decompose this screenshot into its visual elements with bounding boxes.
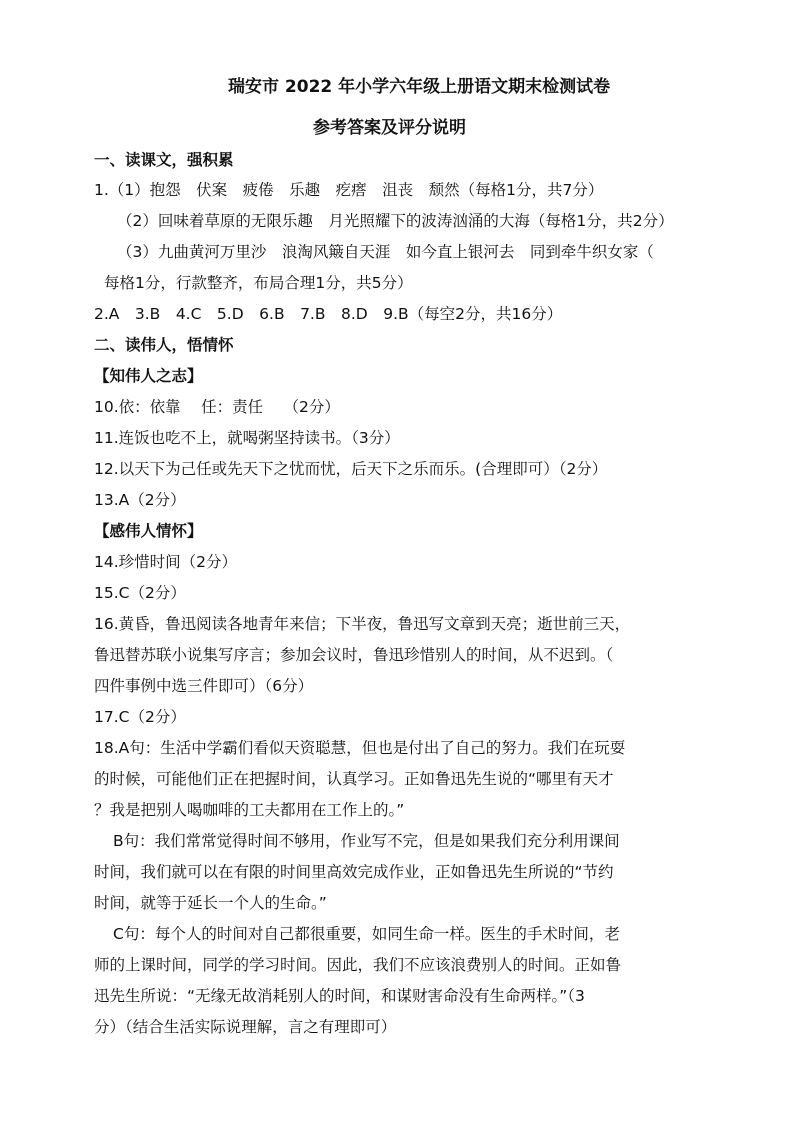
answer-line: 迅先生所说：“无缘无故消耗别人的时间，和谋财害命没有生命两样。”（3 bbox=[94, 987, 585, 1005]
answer-line: 1.（1）抱怨 伏案 疲倦 乐趣 疙瘩 沮丧 颓然（每格1分，共7分） bbox=[94, 181, 604, 199]
answer-line: （2）回味着草原的无限乐趣 月光照耀下的波涛汹涌的大海（每格1分，共2分） bbox=[117, 212, 674, 230]
answer-line: 11.连饭也吃不上，就喝粥坚持读书。（3分） bbox=[94, 429, 400, 447]
subsection-heading: 【知伟人之志】 bbox=[94, 367, 203, 385]
answer-line: 2.A 3.B 4.C 5.D 6.B 7.B 8.D 9.B（每空2分，共16分） bbox=[94, 305, 563, 323]
answer-line: 13.A（2分） bbox=[94, 491, 186, 509]
page-subtitle: 参考答案及评分说明 bbox=[313, 118, 466, 138]
answer-line: 时间，我们就可以在有限的时间里高效完成作业，正如鲁迅先生所说的“节约 bbox=[94, 863, 614, 881]
answer-line: 15.C（2分） bbox=[94, 584, 186, 602]
answer-line: 14.珍惜时间（2分） bbox=[94, 553, 238, 571]
subsection-heading: 【感伟人情怀】 bbox=[94, 522, 203, 540]
answer-line: （3）九曲黄河万里沙 浪淘风簸自天涯 如今直上银河去 同到牵牛织女家（ bbox=[117, 243, 654, 261]
answer-line: 17.C（2分） bbox=[94, 708, 186, 726]
answer-line: 每格1分，行款整齐，布局合理1分，共5分） bbox=[104, 274, 413, 292]
answer-line: ？我是把别人喝咖啡的工夫都用在工作上的。” bbox=[94, 801, 405, 819]
answer-line: 12.以天下为己任或先天下之忧而忧，后天下之乐而乐。(合理即可）（2分） bbox=[94, 460, 608, 478]
section-heading-1: 一、读课文，强积累 bbox=[94, 151, 234, 169]
answer-line: 16.黄昏，鲁迅阅读各地青年来信；下半夜，鲁迅写文章到天亮；逝世前三天， bbox=[94, 615, 631, 633]
answer-line: 师的上课时间，同学的学习时间。因此，我们不应该浪费别人的时间。正如鲁 bbox=[94, 956, 622, 974]
answer-line: 的时候，可能他们正在把握时间，认真学习。正如鲁迅先生说的“哪里有天才 bbox=[94, 770, 614, 788]
section-heading-2: 二、读伟人，悟情怀 bbox=[94, 336, 234, 354]
answer-line: B句：我们常常觉得时间不够用，作业写不完，但是如果我们充分利用课间 bbox=[113, 832, 620, 850]
answer-line: 分）（结合生活实际说理解，言之有理即可） bbox=[94, 1018, 397, 1036]
page-title: 瑞安市 2022 年小学六年级上册语文期末检测试卷 bbox=[228, 77, 611, 97]
answer-line: 四件事例中选三件即可）（6分） bbox=[94, 677, 314, 695]
answer-line: 10.依：依靠 任：责任 （2分） bbox=[94, 398, 340, 416]
answer-line: 时间，就等于延长一个人的生命。” bbox=[94, 894, 327, 912]
answer-line: C句：每个人的时间对自己都很重要，如同生命一样。医生的手术时间，老 bbox=[113, 925, 620, 943]
answer-line: 鲁迅替苏联小说集写序言；参加会议时，鲁迅珍惜别人的时间，从不迟到。（ bbox=[94, 646, 614, 664]
answer-line: 18.A句：生活中学霸们看似天资聪慧，但也是付出了自己的努力。我们在玩耍 bbox=[94, 739, 626, 757]
